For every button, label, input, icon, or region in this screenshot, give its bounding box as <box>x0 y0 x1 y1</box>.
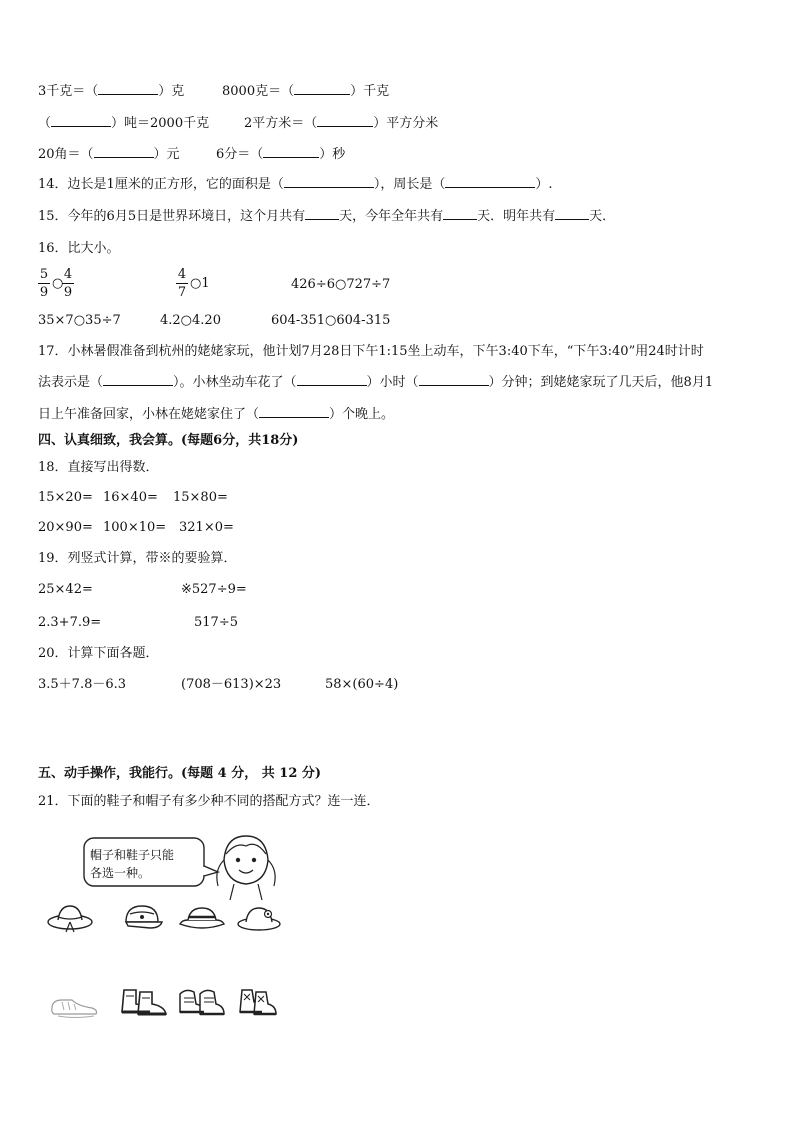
answer-blank[interactable] <box>555 207 589 220</box>
calc-item: 517÷5 <box>194 615 238 630</box>
calc-item: 2.3+7.9= <box>38 615 102 630</box>
question-21-title: 21．下面的鞋子和帽子有多少种不同的搭配方式？连一连． <box>38 794 380 809</box>
compare-expression: ○1 <box>190 276 210 291</box>
calc-item: 321×0= <box>179 520 234 535</box>
compare-expression: 35×7○35÷7 <box>38 313 121 328</box>
bonnet-hat-icon[interactable] <box>236 902 282 932</box>
conversion-row-2b: 2平方米＝（ ）平方分米 <box>244 116 439 131</box>
calc-item: (708－613)×23 <box>181 677 282 692</box>
answer-blank[interactable] <box>317 114 373 127</box>
question-17-line-1: 17．小林暑假准备到杭州的姥姥家玩，他计划7月28日下午1:15坐上动车，下午3:40下车，“下午3:40”用24时计时 <box>38 344 704 359</box>
compare-expression: 4.2○4.20 <box>160 313 221 328</box>
calc-item: 3.5＋7.8－6.3 <box>38 677 127 692</box>
compare-circle[interactable]: ○ <box>52 276 64 291</box>
question-16-title: 16．比大小。 <box>38 241 120 256</box>
calc-item: 100×10= <box>103 520 167 535</box>
calc-item: 25×42= <box>38 582 93 597</box>
answer-blank[interactable] <box>419 373 489 386</box>
question-18-title: 18．直接写出得数． <box>38 460 159 475</box>
calc-item: 15×80= <box>173 490 228 505</box>
compare-expression: 604-351○604-315 <box>271 313 391 328</box>
calc-item: 20×90= <box>38 520 93 535</box>
answer-blank[interactable] <box>94 145 154 158</box>
ankle-boots-icon[interactable] <box>236 986 280 1020</box>
answer-blank[interactable] <box>51 114 111 127</box>
answer-blank[interactable] <box>259 405 329 418</box>
question-15: 15．今年的6月5日是世界环境日，这个月共有 天，今年全年共有 天．明年共有 天． <box>38 209 616 224</box>
high-top-shoes-icon[interactable] <box>176 986 228 1020</box>
fraction-4-9: $\frac{4}{9}$ <box>63 267 73 300</box>
calc-item: ※527÷9= <box>181 582 247 597</box>
question-14: 14．边长是1厘米的正方形，它的面积是（ ），周长是（ ）. <box>38 177 553 192</box>
conversion-row-2: （ ）吨＝2000千克 <box>38 116 210 131</box>
speech-bubble-text: 帽子和鞋子只能 各选一种。 <box>90 848 175 880</box>
cap-icon[interactable] <box>120 902 164 932</box>
question-20-title: 20．计算下面各题． <box>38 646 159 661</box>
question-17-line-3: 日上午准备回家，小林在姥姥家住了（ ）个晚上。 <box>38 407 395 422</box>
sneaker-icon[interactable] <box>48 992 100 1020</box>
compare-expression: 426÷6○727÷7 <box>291 277 391 292</box>
answer-blank[interactable] <box>443 207 477 220</box>
conversion-row-1: 3千克＝（ ）克 <box>38 84 185 99</box>
boots-icon[interactable] <box>118 986 170 1020</box>
calc-item: 15×20= <box>38 490 93 505</box>
question-17-line-2: 法表示是（ ）。小林坐动车花了（ ）小时（ ）分钟；到姥姥家玩了几天后，他8月1 <box>38 375 714 390</box>
answer-blank[interactable] <box>305 207 339 220</box>
calc-item: 16×40= <box>103 490 158 505</box>
answer-blank[interactable] <box>297 373 367 386</box>
conversion-row-3b: 6分＝（ ）秒 <box>216 147 346 162</box>
fraction-5-9: $\frac{5}{9}$ <box>39 267 49 300</box>
section-5-title: 五、动手操作，我能行。(每题 4 分， 共 12 分) <box>38 766 322 781</box>
answer-blank[interactable] <box>294 82 350 95</box>
calc-item: 58×(60÷4) <box>325 677 399 692</box>
fraction-4-7: $\frac{4}{7}$ <box>177 267 187 300</box>
answer-blank[interactable] <box>103 373 173 386</box>
girl-icon <box>217 836 275 900</box>
answer-blank[interactable] <box>263 145 319 158</box>
question-19-title: 19．列竖式计算，带※的要验算． <box>38 551 237 566</box>
conversion-row-3: 20角＝（ ）元 <box>38 147 180 162</box>
fedora-hat-icon[interactable] <box>178 904 226 932</box>
section-4-title: 四、认真细致，我会算。(每题6分，共18分) <box>38 433 299 448</box>
speech-bubble-tail <box>204 866 218 876</box>
hat-icon[interactable] <box>46 900 94 934</box>
answer-blank[interactable] <box>445 175 535 188</box>
answer-blank[interactable] <box>98 82 158 95</box>
conversion-row-1b: 8000克＝（ ）千克 <box>222 84 390 99</box>
answer-blank[interactable] <box>284 175 374 188</box>
